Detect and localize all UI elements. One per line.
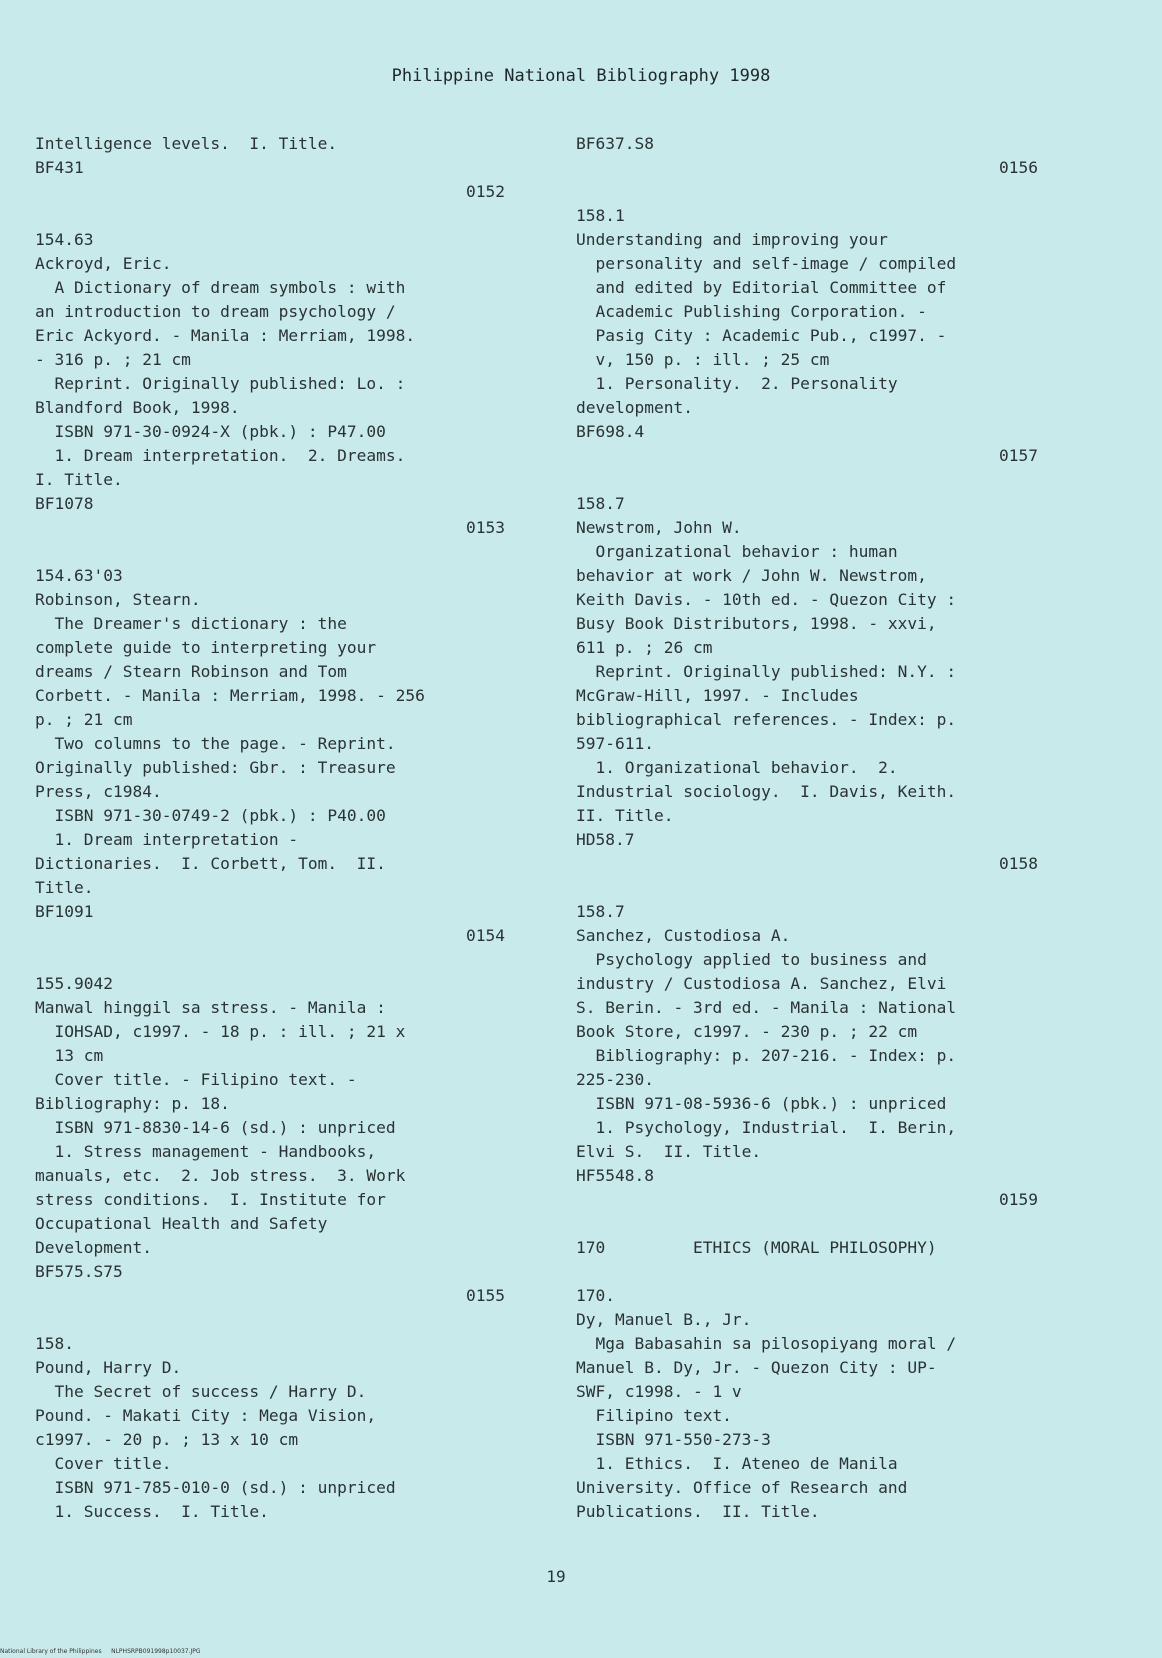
text-line: II. Title. — [576, 806, 674, 825]
text-line: ISBN 971-30-0924-X (pbk.) : P47.00 — [35, 422, 386, 441]
text-line: Robinson, Stearn. — [35, 590, 201, 609]
text-line: v, 150 p. : ill. ; 25 cm — [576, 350, 830, 369]
text-line: an introduction to dream psychology / — [35, 302, 396, 321]
text-line: 158.7 — [576, 902, 625, 921]
text-line: 158.7 — [576, 494, 625, 513]
entry-number: 0155 — [466, 1286, 505, 1305]
text-line: BF1091 — [35, 902, 94, 921]
entry-number: 0159 — [999, 1190, 1038, 1209]
text-line: Press, c1984. — [35, 782, 162, 801]
text-line: ISBN 971-550-273-3 — [576, 1430, 771, 1449]
text-line: A Dictionary of dream symbols : with — [35, 278, 406, 297]
text-line: Corbett. - Manila : Merriam, 1998. - 256 — [35, 686, 425, 705]
text-line: Eric Ackyord. - Manila : Merriam, 1998. — [35, 326, 416, 345]
text-line: Two columns to the page. - Reprint. — [35, 734, 396, 753]
text-line: industry / Custodiosa A. Sanchez, Elvi — [576, 974, 947, 993]
text-line: Keith Davis. - 10th ed. - Quezon City : — [576, 590, 957, 609]
right-column — [576, 132, 1066, 1524]
text-line: HF5548.8 — [576, 1166, 654, 1185]
text-line: The Secret of success / Harry D. — [35, 1382, 367, 1401]
text-line: The Dreamer's dictionary : the — [35, 614, 347, 633]
entry-number: 0154 — [466, 926, 505, 945]
text-line: Filipino text. — [576, 1406, 732, 1425]
text-line: SWF, c1998. - 1 v — [576, 1382, 742, 1401]
text-line: Title. — [35, 878, 94, 897]
text-line: Psychology applied to business and — [576, 950, 927, 969]
left-column — [35, 132, 535, 1524]
blank-line — [35, 540, 535, 564]
text-line: Originally published: Gbr. : Treasure — [35, 758, 396, 777]
text-line: stress conditions. I. Institute for — [35, 1190, 386, 1209]
text-line: 1. Psychology, Industrial. I. Berin, — [576, 1118, 957, 1137]
text-line: BF575.S75 — [35, 1262, 123, 1281]
blank-line — [35, 948, 535, 972]
text-line: 1. Stress management - Handbooks, — [35, 1142, 377, 1161]
scan-footer-stamp: National Library of the Philippines NLPHSRPB091998p10037.JPG — [0, 1648, 201, 1655]
text-line: 1. Dream interpretation - — [35, 830, 299, 849]
text-line: 1. Dream interpretation. 2. Dreams. — [35, 446, 406, 465]
text-line: 611 p. ; 26 cm — [576, 638, 713, 657]
text-line: 158. — [35, 1334, 74, 1353]
text-line: dreams / Stearn Robinson and Tom — [35, 662, 347, 681]
text-line: 1. Personality. 2. Personality — [576, 374, 898, 393]
entry-number: 0158 — [999, 854, 1038, 873]
text-line: BF637.S8 — [576, 134, 654, 153]
text-line: BF1078 — [35, 494, 94, 513]
text-line: Manuel B. Dy, Jr. - Quezon City : UP- — [576, 1358, 937, 1377]
entry-number: 0156 — [999, 158, 1038, 177]
text-line: Dy, Manuel B., Jr. — [576, 1310, 752, 1329]
text-line: Ackroyd, Eric. — [35, 254, 172, 273]
text-line: 170 ETHICS (MORAL PHILOSOPHY) — [576, 1238, 937, 1257]
entry-number: 0157 — [999, 446, 1038, 465]
blank-line — [576, 1260, 1066, 1284]
text-line: ISBN 971-08-5936-6 (pbk.) : unpriced — [576, 1094, 947, 1113]
text-line: 13 cm — [35, 1046, 104, 1065]
text-line: Cover title. - Filipino text. - — [35, 1070, 357, 1089]
entry-number: 0153 — [466, 518, 505, 537]
text-line: Organizational behavior : human — [576, 542, 898, 561]
text-line: ISBN 971-30-0749-2 (pbk.) : P40.00 — [35, 806, 386, 825]
text-line: Pound, Harry D. — [35, 1358, 182, 1377]
text-line: - 316 p. ; 21 cm — [35, 350, 191, 369]
text-line: ISBN 971-8830-14-6 (sd.) : unpriced — [35, 1118, 396, 1137]
text-line: bibliographical references. - Index: p. — [576, 710, 957, 729]
text-line: Reprint. Originally published: Lo. : — [35, 374, 406, 393]
text-line: 225-230. — [576, 1070, 654, 1089]
blank-line — [576, 876, 1066, 900]
text-line: c1997. - 20 p. ; 13 x 10 cm — [35, 1430, 299, 1449]
text-line: 154.63 — [35, 230, 94, 249]
text-line: McGraw-Hill, 1997. - Includes — [576, 686, 859, 705]
text-line: 170. — [576, 1286, 615, 1305]
text-line: Dictionaries. I. Corbett, Tom. II. — [35, 854, 386, 873]
text-line: development. — [576, 398, 693, 417]
text-line: 1. Success. I. Title. — [35, 1502, 269, 1521]
text-line: 1. Ethics. I. Ateneo de Manila — [576, 1454, 898, 1473]
text-line: Reprint. Originally published: N.Y. : — [576, 662, 957, 681]
page-title: Philippine National Bibliography 1998 — [391, 66, 771, 86]
text-line: p. ; 21 cm — [35, 710, 133, 729]
text-line: Busy Book Distributors, 1998. - xxvi, — [576, 614, 937, 633]
text-line: 154.63'03 — [35, 566, 123, 585]
text-line: 158.1 — [576, 206, 625, 225]
text-line: behavior at work / John W. Newstrom, — [576, 566, 927, 585]
text-line: Industrial sociology. I. Davis, Keith. — [576, 782, 957, 801]
text-line: BF698.4 — [576, 422, 645, 441]
text-line: Bibliography: p. 207-216. - Index: p. — [576, 1046, 957, 1065]
text-line: Pasig City : Academic Pub., c1997. - — [576, 326, 947, 345]
text-line: Newstrom, John W. — [576, 518, 742, 537]
text-line: ISBN 971-785-010-0 (sd.) : unpriced — [35, 1478, 396, 1497]
text-line: Pound. - Makati City : Mega Vision, — [35, 1406, 377, 1425]
entry-number: 0152 — [466, 182, 505, 201]
text-line: Sanchez, Custodiosa A. — [576, 926, 791, 945]
text-line: Book Store, c1997. - 230 p. ; 22 cm — [576, 1022, 918, 1041]
text-line: personality and self-image / compiled — [576, 254, 957, 273]
text-line: University. Office of Research and — [576, 1478, 908, 1497]
text-line: BF431 — [35, 158, 84, 177]
text-line: complete guide to interpreting your — [35, 638, 377, 657]
text-line: Cover title. — [35, 1454, 172, 1473]
text-line: Occupational Health and Safety — [35, 1214, 328, 1233]
text-line: Academic Publishing Corporation. - — [576, 302, 927, 321]
text-line: Mga Babasahin sa pilosopiyang moral / — [576, 1334, 957, 1353]
page-number: 19 — [546, 1567, 566, 1586]
text-line: Publications. II. Title. — [576, 1502, 820, 1521]
blank-line — [576, 1212, 1066, 1236]
text-line: 155.9042 — [35, 974, 113, 993]
text-line: Elvi S. II. Title. — [576, 1142, 762, 1161]
blank-line — [576, 468, 1066, 492]
text-line: I. Title. — [35, 470, 123, 489]
blank-line — [35, 204, 535, 228]
text-line: Understanding and improving your — [576, 230, 888, 249]
text-line: S. Berin. - 3rd ed. - Manila : National — [576, 998, 957, 1017]
text-line: HD58.7 — [576, 830, 635, 849]
text-line: IOHSAD, c1997. - 18 p. : ill. ; 21 x — [35, 1022, 406, 1041]
text-line: Development. — [35, 1238, 152, 1257]
blank-line — [35, 1308, 535, 1332]
blank-line — [576, 180, 1066, 204]
text-line: and edited by Editorial Committee of — [576, 278, 947, 297]
text-line: Intelligence levels. I. Title. — [35, 134, 338, 153]
text-line: Blandford Book, 1998. — [35, 398, 240, 417]
text-line: Bibliography: p. 18. — [35, 1094, 230, 1113]
text-line: manuals, etc. 2. Job stress. 3. Work — [35, 1166, 406, 1185]
text-line: 597-611. — [576, 734, 654, 753]
text-line: Manwal hinggil sa stress. - Manila : — [35, 998, 386, 1017]
text-line: 1. Organizational behavior. 2. — [576, 758, 898, 777]
